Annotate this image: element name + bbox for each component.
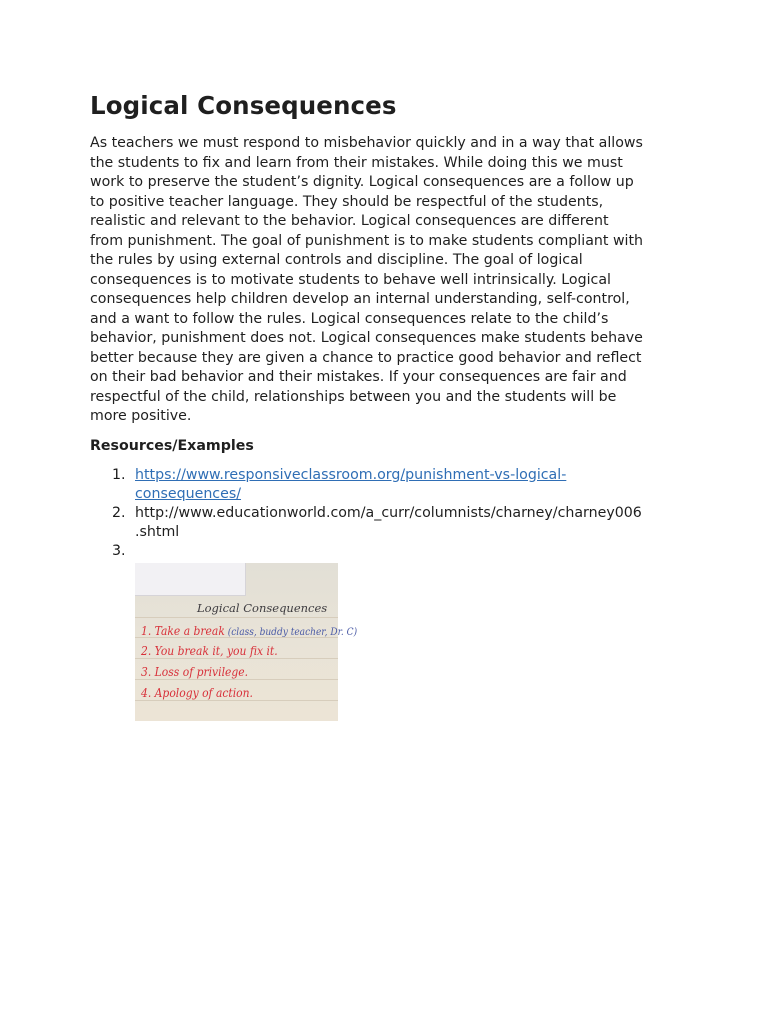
paragraph-line: more positive. (90, 408, 192, 424)
paragraph-line: from punishment. The goal of punishment is to make students compliant with (90, 232, 644, 249)
poster-photo (135, 563, 358, 721)
paragraph-line: realistic and relevant to the behavior. Logical consequences are different (90, 213, 609, 229)
paragraph-line: As teachers we must respond to misbehavior quickly and in a way that allows (90, 135, 643, 151)
paragraph-line: on their bad behavior and their mistakes. If your consequences are fair and (90, 369, 627, 385)
list-spacer (135, 542, 690, 561)
resource-url-text: .shtml (135, 523, 180, 540)
document-page (90, 88, 690, 721)
poster-item-note: (class, buddy teacher, Dr. C) (224, 625, 358, 638)
paragraph-line: to positive teacher language. They should be respectful of the students, (90, 193, 604, 210)
resource-url-text: http://www.educationworld.com/a_curr/columnists/charney/charney006 (135, 504, 642, 521)
list-number: 1. (112, 466, 126, 483)
paragraph-line: behavior, punishment does not. Logical consequences make students behave (90, 330, 643, 346)
resource-item (90, 504, 690, 542)
paragraph-line: and a want to follow the rules. Logical consequences relate to the child’s (90, 310, 609, 327)
poster-item (141, 662, 248, 681)
paragraph-line: work to preserve the student’s dignity. Logical consequences are a follow up (90, 174, 634, 190)
paragraph-line: consequences help children develop an internal understanding, self-control, (90, 291, 630, 307)
body-paragraph (90, 134, 690, 427)
resource-item (90, 542, 690, 721)
paragraph-line: better because they are given a chance to practice good behavior and reflect (90, 349, 642, 366)
document-title: Logical Consequences (90, 91, 397, 120)
paragraph-line: respectful of the child, relationships between you and the students will be (90, 388, 617, 405)
poster-item-text: 2. You break it, you fix it. (141, 642, 278, 658)
poster-item (141, 683, 253, 702)
resources-list (90, 466, 690, 721)
resources-heading: Resources/Examples (90, 437, 254, 454)
list-number: 2. (112, 504, 126, 521)
paragraph-line: consequences is to motivate students to behave well intrinsically. Logical (90, 271, 611, 288)
list-number: 3. (112, 542, 126, 559)
resource-item (90, 466, 690, 504)
paragraph-line: the rules by using external controls and discipline. The goal of logical (90, 252, 583, 268)
poster-title: Logical Consequences (197, 600, 328, 615)
resource-link-line[interactable]: consequences/ (135, 485, 242, 502)
resource-link[interactable] (135, 466, 690, 504)
poster-item-text: 4. Apology of action. (141, 684, 253, 700)
poster-item (141, 621, 357, 642)
poster-item-text: 3. Loss of privilege. (141, 663, 249, 679)
poster-item (141, 641, 278, 660)
poster-item-text: 1. Take a break (141, 622, 225, 638)
poster-tape (135, 563, 246, 596)
paragraph-line: the students to fix and learn from their mistakes. While doing this we must (90, 154, 623, 171)
resource-link-line[interactable]: https://www.responsiveclassroom.org/punishment-vs-logical- (135, 466, 567, 483)
